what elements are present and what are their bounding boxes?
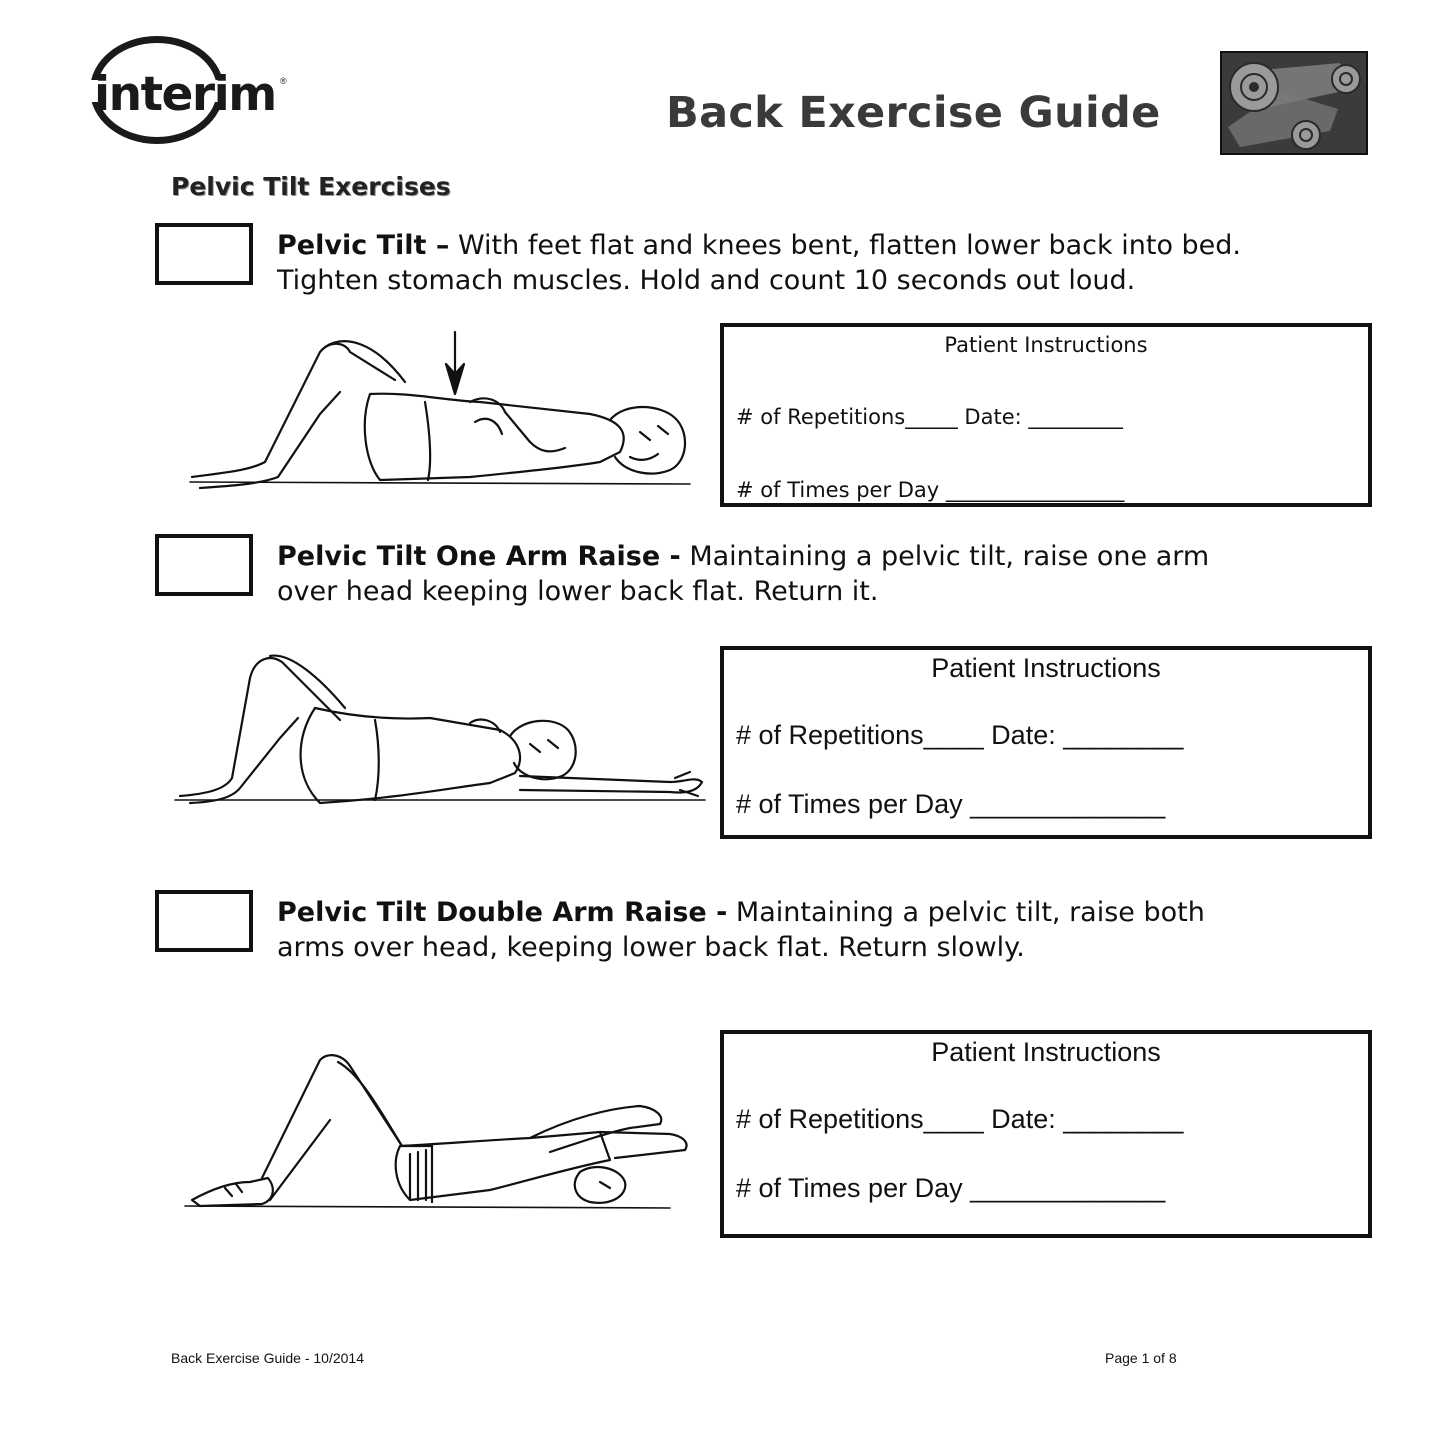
logo-registered-mark: ® <box>280 76 287 86</box>
exercise-1-instructions-panel <box>720 323 1372 507</box>
exercise-2-description: Maintaining a pelvic tilt, raise one arm <box>689 541 1210 572</box>
exercise-1-illustration <box>170 322 700 502</box>
exercise-2-panel-title: Patient Instructions <box>931 653 1161 683</box>
exercise-1-description: With feet flat and knees bent, flatten lower back into bed. <box>457 230 1242 261</box>
exercise-2-description-line2: over head keeping lower back flat. Return it. <box>277 576 879 607</box>
exercise-1-name: Pelvic Tilt – <box>277 230 450 261</box>
logo-text: interim <box>94 67 276 122</box>
exercise-1-description-line2: Tighten stomach muscles. Hold and count 10 seconds out loud. <box>277 265 1136 296</box>
document-title: Back Exercise Guide <box>666 88 1161 138</box>
exercise-2-text <box>277 539 1387 609</box>
exercise-2-name: Pelvic Tilt One Arm Raise - <box>277 541 681 572</box>
exercise-1-times-per-day-field[interactable]: # of Times per Day _________________ <box>736 478 1125 502</box>
exercise-2-checkbox[interactable] <box>155 534 253 596</box>
exercise-3-panel-title: Patient Instructions <box>931 1037 1161 1067</box>
exercise-1-panel-title: Patient Instructions <box>944 333 1148 357</box>
exercise-3-checkbox[interactable] <box>155 890 253 952</box>
exercise-3-times-per-day-field[interactable]: # of Times per Day _____________ <box>736 1173 1166 1203</box>
exercise-3-illustration <box>170 1050 710 1220</box>
section-title: Pelvic Tilt Exercises <box>171 172 451 201</box>
exercise-1-repetitions-field[interactable]: # of Repetitions_____ Date: _________ <box>736 405 1123 429</box>
exercise-3-text <box>277 895 1387 965</box>
exercise-3-description-line2: arms over head, keeping lower back flat. Return slowly. <box>277 932 1025 963</box>
footer-page-number: Page 1 of 8 <box>1105 1350 1177 1366</box>
exercise-3-instructions-panel <box>720 1030 1372 1238</box>
exercise-1-checkbox[interactable] <box>155 223 253 285</box>
exercise-1-text <box>277 228 1387 298</box>
interim-logo <box>90 36 290 148</box>
footer-document-info: Back Exercise Guide - 10/2014 <box>171 1350 364 1366</box>
exercise-2-illustration <box>170 648 715 813</box>
exercise-3-repetitions-field[interactable]: # of Repetitions____ Date: ________ <box>736 1104 1184 1134</box>
exercise-3-description: Maintaining a pelvic tilt, raise both <box>735 897 1205 928</box>
gear-badge-icon <box>1220 51 1368 155</box>
exercise-2-repetitions-field[interactable]: # of Repetitions____ Date: ________ <box>736 720 1184 750</box>
exercise-3-name: Pelvic Tilt Double Arm Raise - <box>277 897 728 928</box>
exercise-2-times-per-day-field[interactable]: # of Times per Day _____________ <box>736 789 1166 819</box>
exercise-2-instructions-panel <box>720 646 1372 839</box>
